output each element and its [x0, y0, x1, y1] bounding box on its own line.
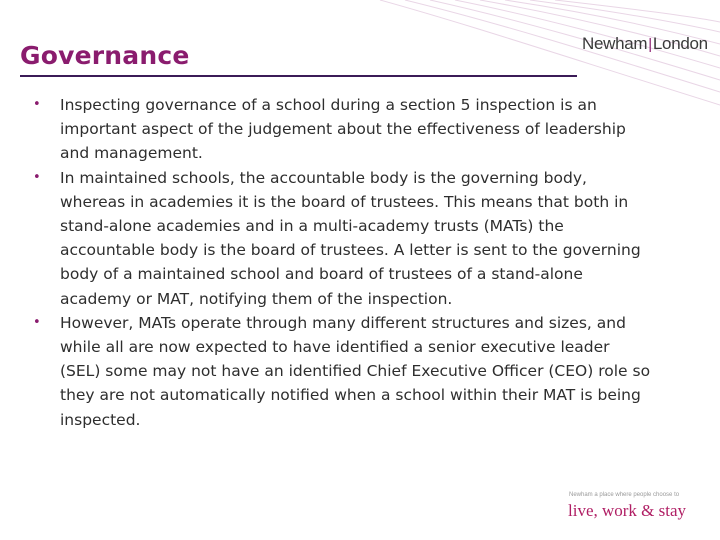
bullet-marker: • — [33, 97, 41, 112]
bullet-item — [33, 166, 653, 311]
bullet-list — [33, 93, 653, 432]
logo-newham: Newham — [582, 34, 648, 53]
bullet-marker: • — [33, 314, 41, 330]
footer-slogan: live, work & stay — [568, 501, 687, 520]
newham-london-logo — [582, 34, 708, 54]
bullet-marker: • — [33, 169, 41, 185]
footer-brand — [568, 492, 708, 521]
footer-tagline: Newham a place where people choose to — [569, 492, 680, 498]
slide-title: Governance — [20, 41, 190, 70]
bullet-text: However, MATs operate through many different structures and sizes, and while all are now expected to have identified a senior executive leader (SEL) some may not have an identified Chief Executive Officer (CEO) role so they are not automatically notified when a school within their MAT is being inspected. — [60, 313, 651, 429]
logo-london: London — [652, 34, 708, 53]
logo-separator: | — [648, 36, 652, 53]
bullet-text: In maintained schools, the accountable body is the governing body, whereas in academies it is the board of trustees. This means that both in stand-alone academies and in a multi-academy trusts (MATs) the accountable body is the board of trustees. A letter is sent to the governing body of a maintained school and board of trustees of a stand-alone academy or MAT, notifying them of the inspection. — [60, 168, 641, 308]
title-underline — [20, 75, 577, 77]
bullet-item — [33, 311, 653, 432]
bullet-text: Inspecting governance of a school during a section 5 inspection is an important aspect of the judgement about the effectiveness of leadership and management. — [60, 96, 626, 163]
bullet-item — [33, 93, 653, 166]
